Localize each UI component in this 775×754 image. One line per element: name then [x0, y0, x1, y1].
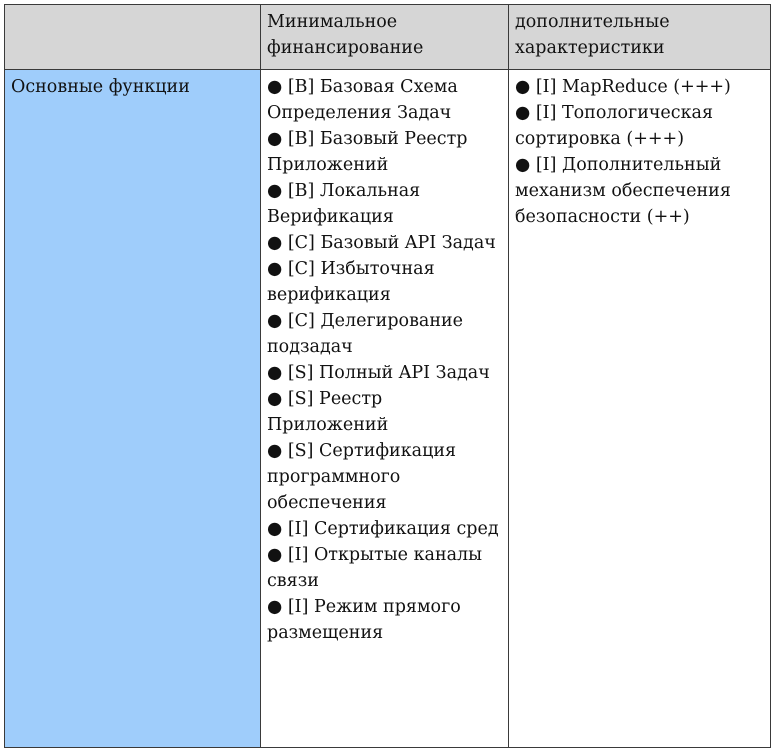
list-item: ● [I] MapReduce (+++): [515, 77, 731, 97]
list-item: ● [S] Реестр Приложений: [267, 389, 389, 435]
table-row: [5, 70, 771, 748]
list-item: ● [I] Топологическая сортировка (+++): [515, 103, 713, 149]
minimal-funding-cell: [261, 70, 509, 748]
list-item: ● [I] Дополнительный механизм обеспечения безопасности (++): [515, 155, 731, 227]
list-item: ● [B] Базовая Схема Определения Задач: [267, 77, 458, 123]
list-item: ● [B] Базовый Реестр Приложений: [267, 129, 468, 175]
header-cell-empty: [5, 5, 261, 70]
row-label-cell: [5, 70, 261, 748]
list-item: ● [I] Открытые каналы связи: [267, 545, 483, 591]
list-item: ● [S] Полный API Задач: [267, 363, 490, 383]
header-cell-additional-features: дополнительные характеристики: [509, 5, 771, 70]
list-item: ● [B] Локальная Верификация: [267, 181, 421, 227]
additional-features-cell: [509, 70, 771, 748]
feature-table: [4, 4, 771, 748]
row-label: Основные функции: [11, 77, 190, 97]
list-item: ● [S] Сертификация программного обеспечения: [267, 441, 457, 513]
list-item: ● [I] Сертификация сред: [267, 519, 499, 539]
table-header-row: [5, 5, 771, 70]
list-item: ● [I] Режим прямого размещения: [267, 597, 461, 643]
list-item: ● [C] Делегирование подзадач: [267, 311, 464, 357]
header-cell-minimal-funding: Минимальное финансирование: [261, 5, 509, 70]
list-item: ● [C] Избыточная верификация: [267, 259, 435, 305]
list-item: ● [C] Базовый API Задач: [267, 233, 496, 253]
